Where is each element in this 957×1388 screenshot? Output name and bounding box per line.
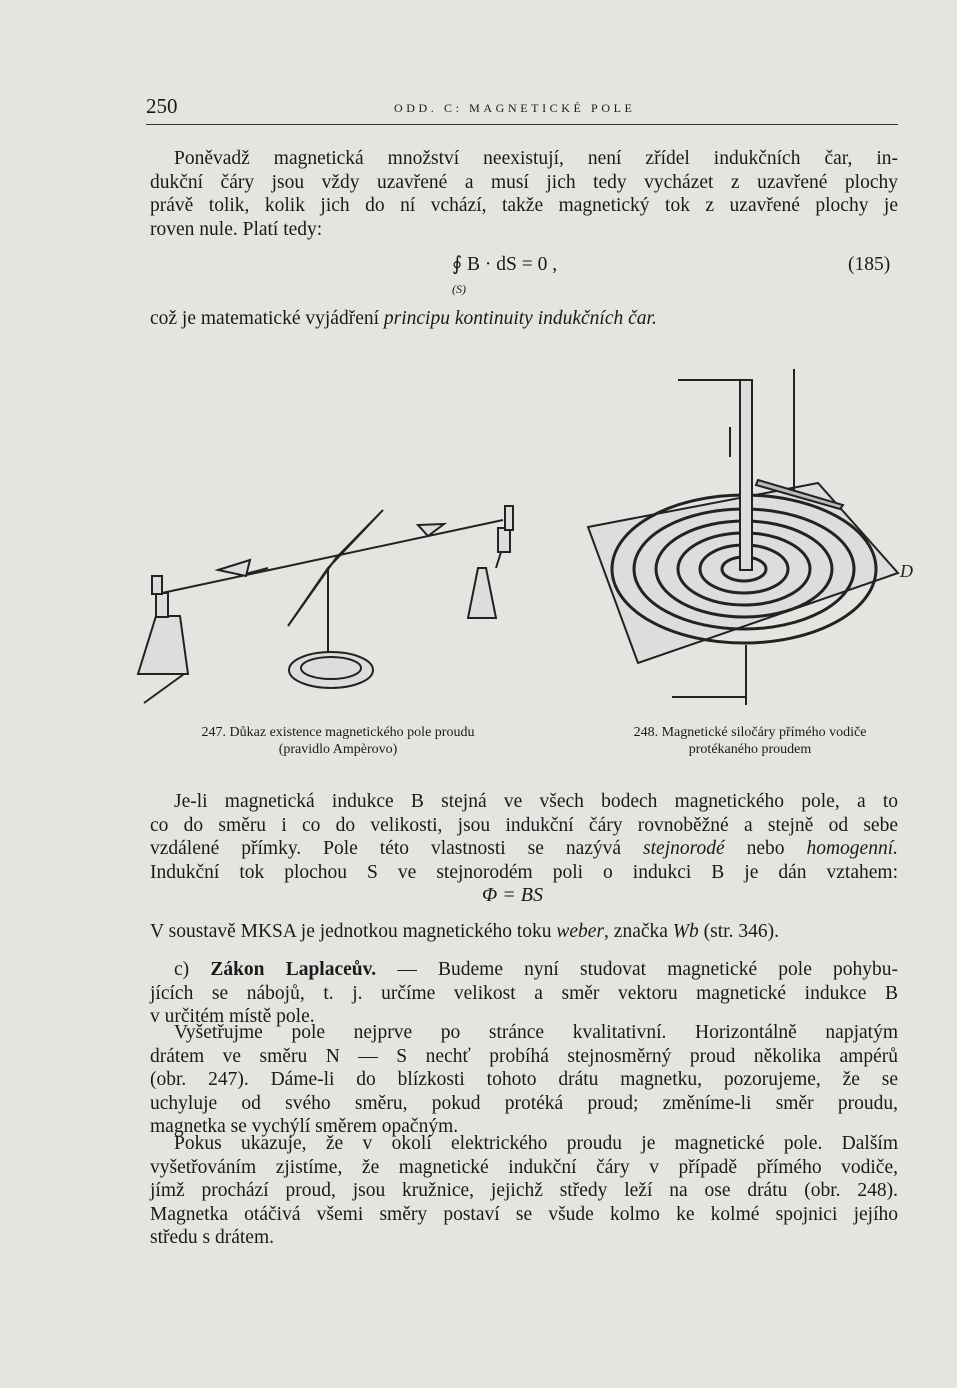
paragraph-homogeneous-field	[150, 790, 898, 884]
text-line: magnetka se vychýlí směrem opačným.	[150, 1116, 459, 1137]
equation-subscript: (S)	[452, 282, 466, 296]
figure-247-ampere-apparatus	[118, 498, 558, 710]
paragraph-qualitative-study	[150, 1021, 898, 1139]
page-number: 250	[146, 94, 178, 118]
text-line: Indukční tok plochou S ve stejnorodém poli o indukci B je dán vztahem:	[150, 861, 898, 883]
caption-line: protékaného proudem	[688, 742, 812, 757]
text-line: právě tolik, kolik jich do ní vchází, takže magnetický tok z uzavřené plochy je	[150, 195, 898, 216]
text-line: vzdálené přímky. Pole této vlastnosti se nazývá stejnorodé nebo homogenní.	[150, 838, 898, 859]
text-line: jímž prochází proud, jsou kružnice, jejichž středy leží na ose drátu (obr. 248).	[150, 1180, 898, 1201]
text-line: roven nule. Platí tedy:	[150, 218, 323, 240]
text-line: v určitém místě pole.	[150, 1006, 315, 1027]
text-line: dukční čáry jsou vždy uzavřené a musí jich tedy vycházet z uzavřené plochy	[150, 171, 898, 193]
figure-248-caption	[580, 724, 920, 758]
text-line: vyšetřováním zjistíme, že magnetické indukční čáry v případě přímého vodiče,	[150, 1156, 898, 1178]
page-header	[146, 94, 898, 125]
text-line: Je-li magnetická indukce B stejná ve všech bodech magnetického pole, a to	[174, 791, 898, 812]
caption-line: 247. Důkaz existence magnetického pole proudu	[201, 725, 475, 740]
equation-185	[452, 252, 558, 296]
text-line: drátem ve směru N — S nechť probíhá stejnosměrný proud několika ampérů	[150, 1045, 898, 1067]
text-line: uchyluje od svého směru, pokud protéká proud; změníme-li směr proudu,	[150, 1092, 898, 1114]
text-line: V soustavě MKSA je jednotkou magnetického toku weber, značka Wb (str. 346).	[150, 921, 779, 942]
text-line: což je matematické vyjádření	[150, 308, 384, 329]
text-line: Pokus ukazuje, že v okolí elektrického proudu je magnetické pole. Dalším	[174, 1133, 898, 1154]
label-d: D	[900, 561, 913, 581]
paragraph-experiment-result	[150, 1132, 898, 1250]
figure-248-conductor-field	[568, 345, 920, 710]
figure-247-caption	[128, 724, 548, 758]
text-line: co do směru i co do velikosti, jsou indukční čáry rovnoběžné a stejně od sebe	[150, 814, 898, 836]
text-line: středu s drátem.	[150, 1227, 275, 1248]
text-line: Poněvadž magnetická množství neexistují, není zřídel indukčních čar, in-	[174, 148, 898, 169]
running-head: ODD. C: MAGNETICKÉ POLE	[394, 101, 636, 115]
paragraph-magnetic-flux	[150, 147, 898, 241]
paragraph-weber-unit	[150, 920, 898, 944]
caption-line: (pravidlo Ampèrovo)	[278, 742, 398, 757]
equation-number: (185)	[848, 254, 891, 275]
text-line: jících se nábojů, t. j. určíme velikost a směr vektoru magnetické indukce B	[150, 982, 898, 1004]
section-title: Zákon Laplaceův.	[210, 959, 377, 980]
emphasis-principle: principu kontinuity indukčních čar.	[383, 308, 657, 329]
text-line: Vyšetřujme pole nejprve po stránce kvalitativní. Horizontálně napjatým	[174, 1022, 898, 1043]
caption-line: 248. Magnetické siločáry přímého vodiče	[633, 725, 867, 740]
paragraph-continuity	[150, 307, 898, 331]
paragraph-laplace-law	[150, 958, 898, 1029]
text-line: c) Zákon Laplaceův. — Budeme nyní studovat magnetické pole pohybu-	[174, 959, 899, 980]
equation-body: ∮ B · dS = 0 ,	[452, 254, 558, 275]
text-line: Magnetka otáčivá všemi směry postaví se všude kolmo ke kolmé spojnici jejího	[150, 1203, 898, 1225]
text-line: (obr. 247). Dáme-li do blízkosti tohoto drátu magnetku, pozorujeme, že se	[150, 1069, 898, 1090]
equation-phi: Φ = BS	[482, 884, 543, 906]
